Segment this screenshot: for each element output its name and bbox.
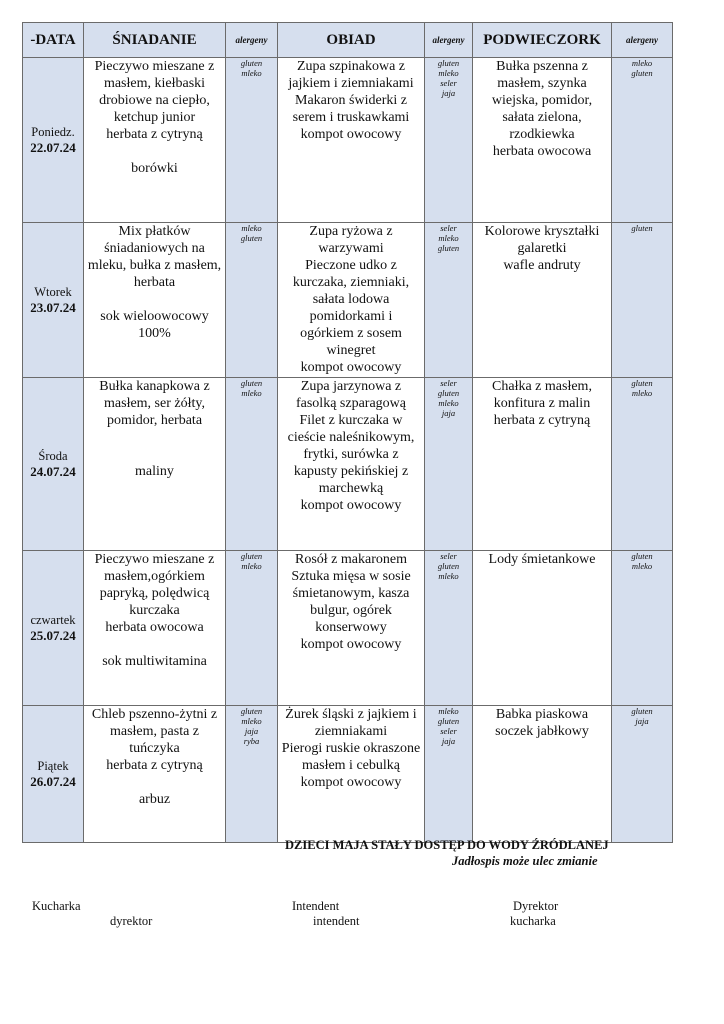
day-cell xyxy=(23,223,84,378)
weekday-label: Środa xyxy=(38,449,68,463)
lunch-allergens-cell xyxy=(425,223,473,378)
allergen-item: ryba xyxy=(243,736,260,746)
snack-line: herbata z cytryną xyxy=(493,413,591,428)
change-note: Jadłospis może ulec zmianie xyxy=(452,854,598,868)
breakfast-line: maliny xyxy=(135,464,174,479)
lunch-cell xyxy=(278,706,425,843)
allergen-item: jaja xyxy=(441,88,456,98)
lunch-cell xyxy=(278,58,425,223)
table-row xyxy=(23,58,673,223)
snack-line: herbata owocowa xyxy=(492,144,592,159)
breakfast-line: 100% xyxy=(138,326,171,341)
snack-allergens-cell xyxy=(612,706,673,843)
allergen-item: gluten xyxy=(240,551,263,561)
lunch-line: Zupa jarzynowa z xyxy=(300,379,402,394)
lunch-cell xyxy=(278,223,425,378)
snack-cell xyxy=(473,706,612,843)
lunch-cell xyxy=(278,551,425,706)
allergen-item: gluten xyxy=(437,561,460,571)
weekday-label: Wtorek xyxy=(34,285,72,299)
lunch-line: kompot owocowy xyxy=(300,360,402,375)
breakfast-line: herbata xyxy=(133,275,176,290)
allergen-item: jaja xyxy=(441,408,456,418)
lunch-line: Żurek śląski z jajkiem i xyxy=(285,707,417,722)
snack-line: Kolorowe kryształki xyxy=(484,224,600,239)
lunch-line: serem i truskawkami xyxy=(292,110,410,125)
lunch-line: cieście naleśnikowym, xyxy=(287,430,415,445)
allergen-item: jaja xyxy=(244,726,259,736)
header-date: -DATA xyxy=(23,23,84,58)
breakfast-line: sok multiwitamina xyxy=(102,654,207,669)
day-cell xyxy=(23,706,84,843)
breakfast-allergens-cell xyxy=(226,551,278,706)
breakfast-line: herbata owocowa xyxy=(105,620,204,635)
snack-allergens-cell xyxy=(612,223,673,378)
lunch-line: konserwowy xyxy=(315,620,387,635)
header-row xyxy=(23,23,673,58)
breakfast-line: mleku, bułka z masłem, xyxy=(87,258,222,273)
snack-cell xyxy=(473,58,612,223)
day-cell xyxy=(23,378,84,551)
breakfast-line: papryką, polędwicą xyxy=(99,586,210,601)
allergen-item: seler xyxy=(440,726,457,736)
allergen-item: gluten xyxy=(631,223,653,233)
snack-cell xyxy=(473,223,612,378)
lunch-line: masłem i cebulką xyxy=(302,758,400,773)
snack-allergens-cell xyxy=(612,58,673,223)
allergen-item: mleko xyxy=(241,388,262,398)
allergen-item: mleko xyxy=(241,716,262,726)
breakfast-line xyxy=(84,143,225,160)
lunch-line: winegret xyxy=(326,343,376,358)
allergen-item: jaja xyxy=(635,716,649,726)
snack-line: wafle andruty xyxy=(503,258,581,273)
lunch-line: kapusty pekińskiej z xyxy=(293,464,409,479)
signature-title-cook: Kucharka xyxy=(32,899,81,913)
allergen-item: mleko xyxy=(438,398,459,408)
allergen-item: mleko xyxy=(631,388,653,398)
allergen-item: mleko xyxy=(241,68,262,78)
allergen-item: gluten xyxy=(631,551,653,561)
snack-line: galaretki xyxy=(517,241,567,256)
breakfast-line: sok wieloowocowy xyxy=(100,309,209,324)
day-cell xyxy=(23,551,84,706)
allergen-item: mleko xyxy=(631,58,653,68)
lunch-line: pomidorkami i xyxy=(309,309,393,324)
breakfast-line: masłem,ogórkiem xyxy=(104,569,205,584)
signature-title-director: Dyrektor xyxy=(513,899,559,913)
signature-role-steward: intendent xyxy=(313,914,360,928)
lunch-line: bulgur, ogórek xyxy=(310,603,392,618)
lunch-line: Sztuka mięsa w sosie xyxy=(291,569,411,584)
breakfast-line: tuńczyka xyxy=(129,741,180,756)
signature-role-cook: kucharka xyxy=(510,914,556,928)
allergen-item: gluten xyxy=(240,58,263,68)
breakfast-line: masłem, ser żółty, xyxy=(104,396,205,411)
breakfast-line xyxy=(84,446,225,463)
lunch-line: Filet z kurczaka w xyxy=(299,413,403,428)
breakfast-cell xyxy=(84,58,226,223)
breakfast-line: kurczaka xyxy=(129,603,180,618)
header-breakfast: ŚNIADANIE xyxy=(84,23,226,58)
breakfast-line: pomidor, herbata xyxy=(106,413,203,428)
allergen-item: mleko xyxy=(241,223,262,233)
header-snack: PODWIECZORK xyxy=(473,23,612,58)
table-row xyxy=(23,223,673,378)
allergen-item: gluten xyxy=(437,716,460,726)
allergen-item: gluten xyxy=(437,58,460,68)
breakfast-cell xyxy=(84,706,226,843)
date-label: 22.07.24 xyxy=(30,140,76,155)
water-note: DZIECI MAJA STAŁY DOSTĘP DO WODY ŹRÓDLANEJ xyxy=(285,838,609,852)
lunch-line: ogórkiem z sosem xyxy=(300,326,402,341)
lunch-line: jajkiem i ziemniakami xyxy=(288,76,414,91)
breakfast-line xyxy=(84,291,225,308)
snack-line: Lody śmietankowe xyxy=(488,552,596,567)
breakfast-line: drobiowe na ciepło, xyxy=(99,93,210,108)
allergen-item: seler xyxy=(440,551,457,561)
breakfast-line: masłem, pasta z xyxy=(109,724,200,739)
lunch-line: frytki, surówka z xyxy=(303,447,399,462)
header-lunch: OBIAD xyxy=(278,23,425,58)
allergen-item: mleko xyxy=(631,561,653,571)
breakfast-line: Bułka kanapkowa z xyxy=(99,379,210,394)
breakfast-line xyxy=(84,636,225,653)
lunch-line: kompot owocowy xyxy=(300,127,402,142)
date-label: 26.07.24 xyxy=(30,774,76,789)
signature-title-steward: Intendent xyxy=(292,899,340,913)
lunch-line: marchewką xyxy=(318,481,384,496)
lunch-line: Makaron świderki z xyxy=(295,93,407,108)
lunch-allergens-cell xyxy=(425,551,473,706)
allergen-item: gluten xyxy=(240,233,263,243)
lunch-line: Zupa ryżowa z xyxy=(309,224,393,239)
lunch-allergens-cell xyxy=(425,378,473,551)
breakfast-cell xyxy=(84,378,226,551)
lunch-cell xyxy=(278,378,425,551)
breakfast-line: arbuz xyxy=(138,792,171,807)
breakfast-line: Mix płatków xyxy=(118,224,191,239)
breakfast-line xyxy=(84,429,225,446)
breakfast-line: Pieczywo mieszane z xyxy=(94,552,215,567)
breakfast-line: Chleb pszenno-żytni z xyxy=(91,707,218,722)
breakfast-line xyxy=(84,774,225,791)
snack-line: soczek jabłkowy xyxy=(495,724,589,739)
lunch-line: kompot owocowy xyxy=(300,498,402,513)
breakfast-line: ketchup junior xyxy=(113,110,196,125)
lunch-line: kompot owocowy xyxy=(300,637,402,652)
lunch-line: Rosół z makaronem xyxy=(295,552,407,567)
breakfast-allergens-cell xyxy=(226,58,278,223)
breakfast-line: herbata z cytryną xyxy=(106,758,203,773)
weekday-label: czwartek xyxy=(30,613,76,627)
breakfast-line: masłem, kiełbaski xyxy=(103,76,206,91)
lunch-line: kompot owocowy xyxy=(300,775,402,790)
breakfast-cell xyxy=(84,551,226,706)
allergen-item: mleko xyxy=(241,561,262,571)
table-row xyxy=(23,706,673,843)
breakfast-line: borówki xyxy=(131,161,178,176)
weekday-label: Piątek xyxy=(37,759,69,773)
lunch-line: ziemniakami xyxy=(314,724,388,739)
header-lunch-allergens: alergeny xyxy=(425,23,473,58)
lunch-line: kurczaka, ziemniaki, xyxy=(292,275,410,290)
allergen-item: mleko xyxy=(438,571,459,581)
day-cell xyxy=(23,58,84,223)
signature-role-director: dyrektor xyxy=(110,914,153,928)
lunch-line: Pieczone udko z xyxy=(305,258,397,273)
snack-cell xyxy=(473,378,612,551)
snack-line: sałata zielona, xyxy=(502,110,582,125)
allergen-item: jaja xyxy=(441,736,456,746)
snack-line: konfitura z malin xyxy=(493,396,591,411)
breakfast-line: herbata z cytryną xyxy=(106,127,203,142)
weekday-label: Poniedz. xyxy=(31,125,75,139)
breakfast-cell xyxy=(84,223,226,378)
snack-cell xyxy=(473,551,612,706)
breakfast-line: śniadaniowych na xyxy=(104,241,205,256)
allergen-item: gluten xyxy=(631,706,653,716)
header-breakfast-allergens: alergeny xyxy=(226,23,278,58)
breakfast-allergens-cell xyxy=(226,378,278,551)
allergen-item: gluten xyxy=(437,243,460,253)
snack-line: Chałka z masłem, xyxy=(492,379,592,394)
allergen-item: seler xyxy=(440,223,457,233)
allergen-item: seler xyxy=(440,78,457,88)
snack-line: Bułka pszenna z xyxy=(496,59,588,74)
snack-line: wiejska, pomidor, xyxy=(491,93,593,108)
breakfast-allergens-cell xyxy=(226,706,278,843)
snack-allergens-cell xyxy=(612,378,673,551)
date-label: 23.07.24 xyxy=(30,300,76,315)
breakfast-line: Pieczywo mieszane z xyxy=(94,59,215,74)
allergen-item: gluten xyxy=(240,378,263,388)
lunch-line: sałata lodowa xyxy=(312,292,390,307)
lunch-allergens-cell xyxy=(425,706,473,843)
date-label: 25.07.24 xyxy=(30,628,76,643)
menu-table xyxy=(22,22,673,843)
allergen-item: gluten xyxy=(631,378,653,388)
lunch-line: Zupa szpinakowa z xyxy=(296,59,406,74)
lunch-line: warzywami xyxy=(318,241,384,256)
lunch-allergens-cell xyxy=(425,58,473,223)
table-row xyxy=(23,551,673,706)
snack-line: masłem, szynka xyxy=(497,76,587,91)
snack-line: rzodkiewka xyxy=(509,127,575,142)
header-snack-allergens: alergeny xyxy=(612,23,673,58)
lunch-line: fasolką szparagową xyxy=(295,396,406,411)
snack-allergens-cell xyxy=(612,551,673,706)
snack-line: Babka piaskowa xyxy=(495,707,589,722)
lunch-line: Pierogi ruskie okraszone xyxy=(281,741,421,756)
breakfast-allergens-cell xyxy=(226,223,278,378)
table-row xyxy=(23,378,673,551)
allergen-item: gluten xyxy=(631,68,653,78)
allergen-item: mleko xyxy=(438,706,459,716)
allergen-item: seler xyxy=(440,378,457,388)
allergen-item: mleko xyxy=(438,233,459,243)
date-label: 24.07.24 xyxy=(30,464,76,479)
allergen-item: mleko xyxy=(438,68,459,78)
lunch-line: śmietanowym, kasza xyxy=(292,586,410,601)
allergen-item: gluten xyxy=(437,388,460,398)
allergen-item: gluten xyxy=(240,706,263,716)
